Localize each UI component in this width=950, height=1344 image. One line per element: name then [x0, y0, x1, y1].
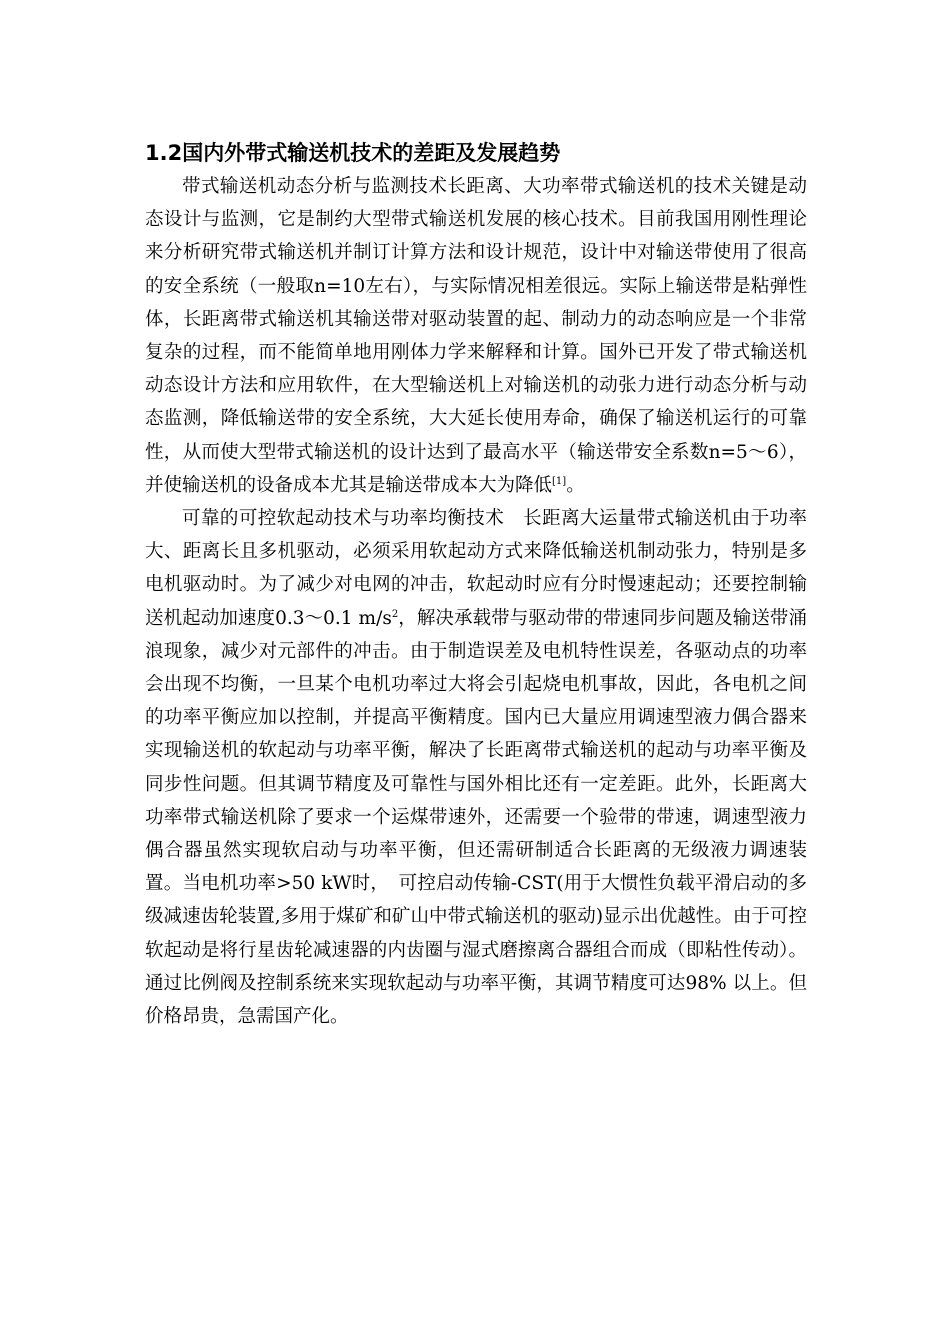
- unit-superscript: 2: [391, 608, 399, 620]
- paragraph-2-text-a: 可靠的可控软起动技术与功率均衡技术 长距离大运量带式输送机由于功率大、距离长且多机驱动，必须采用软起动方式来降低输送机制动张力，特别是多电机驱动时。为了减少对电网的冲击，软起动时应有分时慢速起动；还要控制输送机起动加速度0.3～0.1 m/s: [145, 508, 807, 629]
- paragraph-1-text: 带式输送机动态分析与监测技术长距离、大功率带式输送机的技术关键是动态设计与监测，它是制约大型带式输送机发展的核心技术。目前我国用刚性理论来分析研究带式输送机并制订计算方法和设计规范，设计中对输送带使用了很高的安全系统（一般取n=10左右），与实际情况相差很远。实际上输送带是粘弹性体，长距离带式输送机其输送带对驱动装置的起、制动力的动态响应是一个非常复杂的过程，而不能简单地用刚体力学来解释和计算。国外已开发了带式输送机动态设计方法和应用软件，在大型输送机上对输送机的动张力进行动态分析与动态监测，降低输送带的安全系统，大大延长使用寿命，确保了输送机运行的可靠性，从而使大型带式输送机的设计达到了最高水平（输送带安全系数n=5～6），并使输送机的设备成本尤其是输送带成本大为降低: [145, 176, 807, 496]
- body-text: [145, 170, 807, 1033]
- paragraph-dynamic-analysis: [145, 170, 807, 502]
- citation-reference: [1]: [552, 475, 567, 487]
- paragraph-soft-start: [145, 502, 807, 1033]
- paragraph-2-text-b: ，解决承载带与驱动带的带速同步问题及输送带涌浪现象，减少对元部件的冲击。由于制造误差及电机特性误差，各驱动点的功率会出现不均衡，一旦某个电机功率过大将会引起烧电机事故，因此，各电机之间的功率平衡应加以控制，并提高平衡精度。国内已大量应用调速型液力偶合器来实现输送机的软起动与功率平衡，解决了长距离带式输送机的起动与功率平衡及同步性问题。但其调节精度及可靠性与国外相比还有一定差距。此外，长距离大功率带式输送机除了要求一个运煤带速外，还需要一个验带的带速，调速型液力偶合器虽然实现软启动与功率平衡，但还需研制适合长距离的无级液力调速装置。当电机功率>50 kW时， 可控启动传输-CST(用于大惯性负载平滑启动的多级减速齿轮装置,多用于煤矿和矿山中带式输送机的驱动)显示出优越性。由于可控软起动是将行星齿轮减速器的内齿圈与湿式磨擦离合器组合而成（即粘性传动）。通过比例阀及控制系统来实现软起动与功率平衡，其调节精度可达98% 以上。但价格昂贵，急需国产化。: [145, 607, 807, 1028]
- paragraph-1-end: 。: [566, 474, 585, 496]
- section-heading: 1.2国内外带式输送机技术的差距及发展趋势: [145, 141, 561, 165]
